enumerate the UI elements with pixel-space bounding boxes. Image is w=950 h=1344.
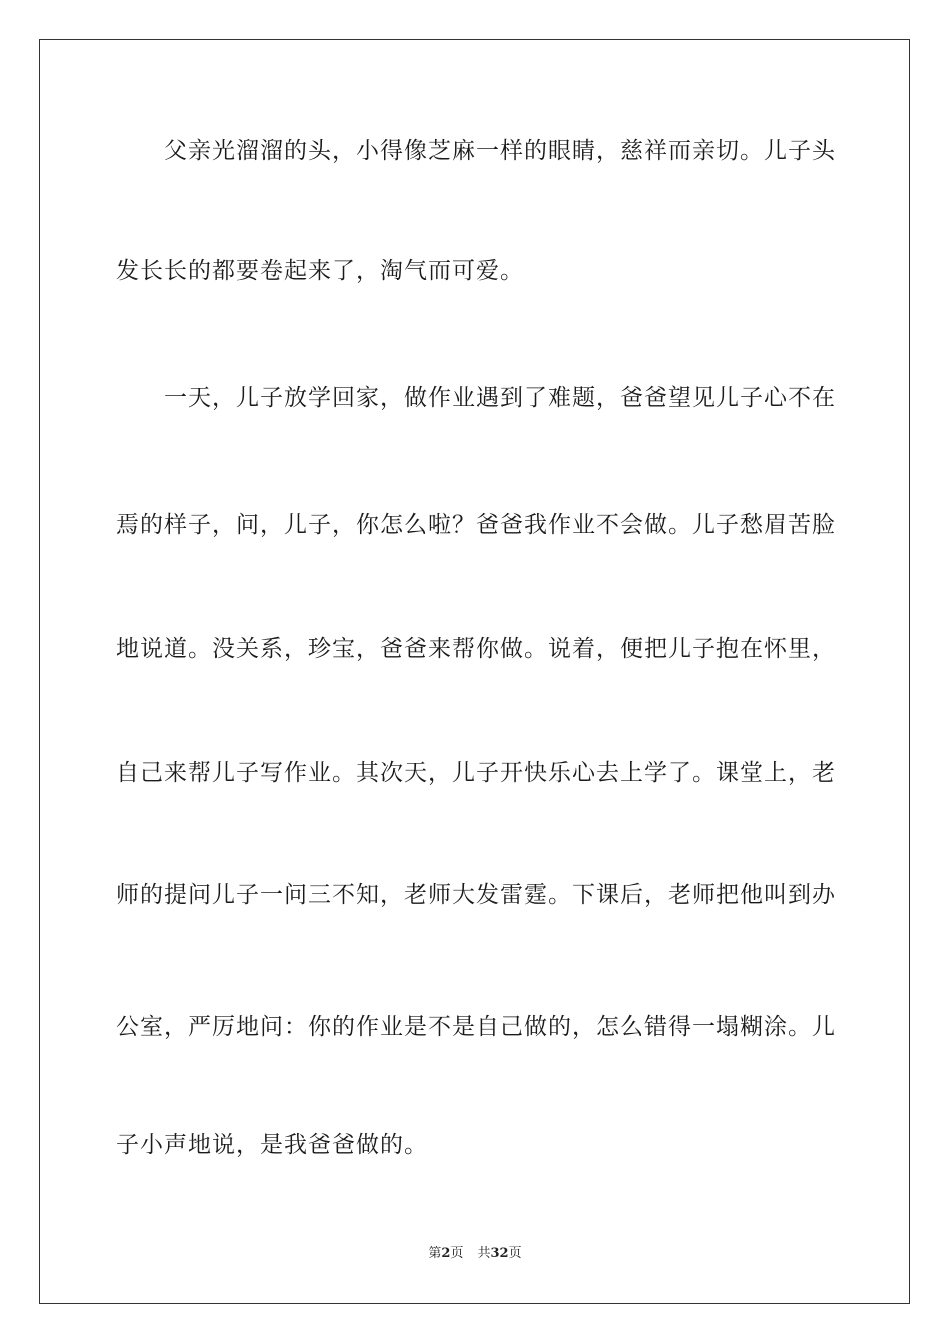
text-line: 父亲光溜溜的头，小得像芝麻一样的眼睛，慈祥而亲切。儿子头: [164, 138, 836, 164]
total-suffix: 页: [508, 1246, 522, 1261]
text-line: 地说道。没关系，珍宝，爸爸来帮你做。说着，便把儿子抱在怀里，: [116, 636, 836, 662]
page-suffix: 页: [450, 1246, 464, 1261]
text-line: 公室，严厉地问：你的作业是不是自己做的，怎么错得一塌糊涂。儿: [116, 1014, 836, 1040]
text-line: 子小声地说，是我爸爸做的。: [116, 1132, 428, 1158]
text-line: 发长长的都要卷起来了，淘气而可爱。: [116, 258, 524, 284]
text-line: 师的提问儿子一问三不知，老师大发雷霆。下课后，老师把他叫到办: [116, 882, 836, 908]
page-number: 2: [441, 1246, 451, 1261]
page-prefix: 第: [428, 1246, 442, 1261]
text-line: 焉的样子，问，儿子，你怎么啦？爸爸我作业不会做。儿子愁眉苦脸: [116, 512, 836, 538]
page-border: [39, 39, 910, 1304]
page-footer: [0, 1244, 950, 1264]
text-line: 一天，儿子放学回家，做作业遇到了难题，爸爸望见儿子心不在: [164, 385, 836, 411]
text-line: 自己来帮儿子写作业。其次天，儿子开快乐心去上学了。课堂上，老: [116, 760, 836, 786]
total-pages: 32: [490, 1246, 509, 1261]
total-prefix: 共: [477, 1246, 491, 1261]
